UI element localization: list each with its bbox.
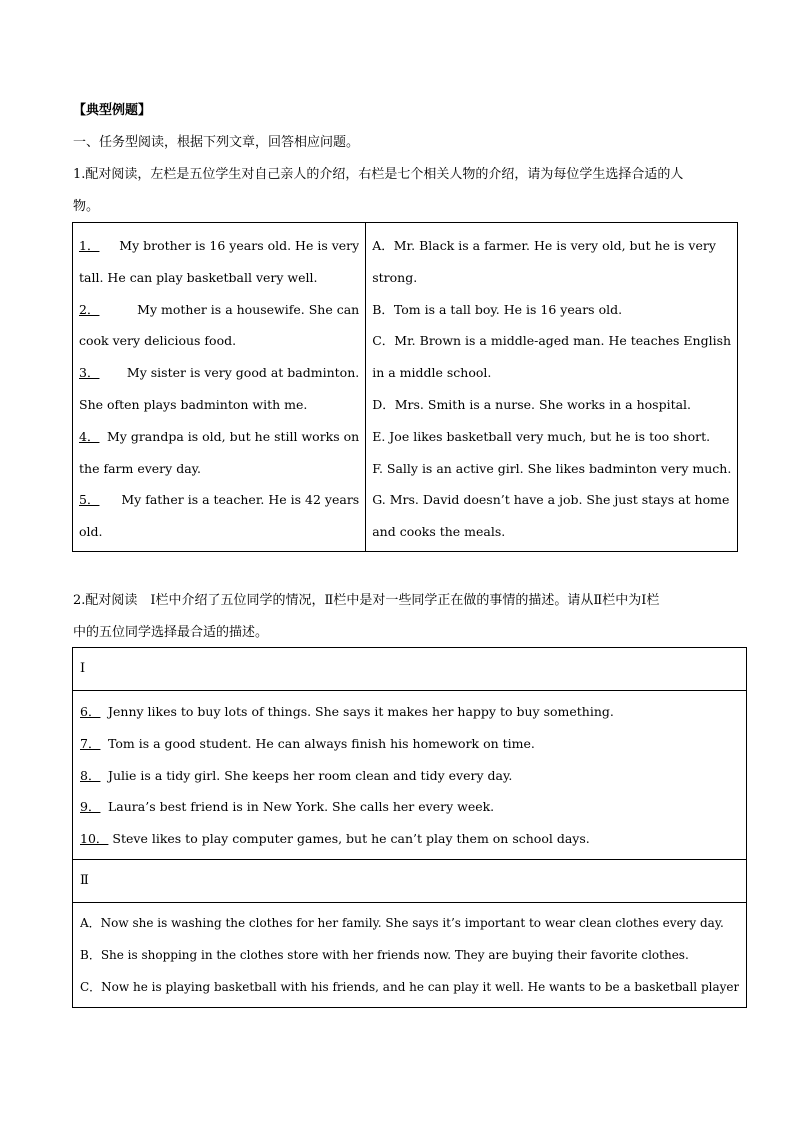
answer-blank-5[interactable]: 5． xyxy=(79,492,100,508)
q1-right-line: B．Tom is a tall boy. He is 16 years old. xyxy=(372,301,623,317)
q1-right-line: A．Mr. Black is a farmer. He is very old, but he is very xyxy=(372,238,716,253)
section-heading: 【典型例题】 xyxy=(73,103,152,118)
answer-blank-3[interactable]: 3． xyxy=(79,365,100,381)
q2-item: 10． Steve likes to play computer games, but he can’t play them on school days. xyxy=(80,823,739,855)
q1-right-line: and cooks the meals. xyxy=(372,524,506,540)
q1-left-item-line2: tall. He can play basketball very well. xyxy=(79,269,318,285)
q1-left-item-line2: the farm every day. xyxy=(79,460,202,476)
q1-matching-table xyxy=(72,222,738,552)
q2-item: 6． Jenny likes to buy lots of things. She says it makes her happy to buy something. xyxy=(80,696,739,728)
answer-blank-8[interactable]: 8． xyxy=(80,767,101,783)
q2-item: 9． Laura’s best friend is in New York. She calls her every week. xyxy=(80,791,739,823)
q1-left-item-line1: 4． My grandpa is old, but he still works on xyxy=(79,421,359,453)
q1-left-column xyxy=(73,223,366,552)
q2-option: C．Now he is playing basketball with his friends, and he can play it well. He wants to be a basketball player xyxy=(80,979,740,994)
q2-col2-header: Ⅱ xyxy=(73,859,747,902)
q1-right-line: C．Mr. Brown is a middle-aged man. He teaches English xyxy=(372,333,732,349)
q2-col2-items xyxy=(73,902,747,1007)
q1-left-item-line2: She often plays badminton with me. xyxy=(79,396,308,412)
q1-left-item xyxy=(79,484,359,548)
q2-intro-line2: 中的五位同学选择最合适的描述。 xyxy=(73,625,269,640)
q1-left-item xyxy=(79,421,359,485)
q1-right-line: strong. xyxy=(372,269,418,285)
answer-blank-4[interactable]: 4． xyxy=(79,428,100,444)
q1-left-item xyxy=(79,230,359,294)
answer-blank-9[interactable]: 9． xyxy=(80,799,101,815)
q2-option: A．Now she is washing the clothes for her family. She says it’s important to wear clean clothes every day. xyxy=(80,915,724,930)
q1-right-line: F. Sally is an active girl. She likes badminton very much. xyxy=(372,460,732,476)
section-title: 一、任务型阅读，根据下列文章，回答相应问题。 xyxy=(73,135,360,150)
q1-left-item-line1: 5． My father is a teacher. He is 42 years xyxy=(79,484,359,516)
q1-left-item xyxy=(79,294,359,358)
q1-intro-line1: 1.配对阅读，左栏是五位学生对自己亲人的介绍，右栏是七个相关人物的介绍，请为每位学生选择合适的人 xyxy=(73,167,684,182)
q1-left-item-line1: 2． My mother is a housewife. She can xyxy=(79,294,359,326)
q1-left-item-line2: cook very delicious food. xyxy=(79,333,237,349)
q2-item: 8． Julie is a tidy girl. She keeps her room clean and tidy every day. xyxy=(80,760,739,792)
q2-option: B．She is shopping in the clothes store with her friends now. They are buying their favorite clothes. xyxy=(80,947,689,962)
q2-col1-header: Ⅰ xyxy=(73,648,747,691)
q1-left-item-line2: old. xyxy=(79,524,103,540)
answer-blank-2[interactable]: 2． xyxy=(79,301,100,317)
q1-intro-line2: 物。 xyxy=(73,199,100,214)
q2-intro-line1: 2.配对阅读 Ⅰ栏中介绍了五位同学的情况，Ⅱ栏中是对一些同学正在做的事情的描述。请从Ⅱ栏中为Ⅰ栏 xyxy=(73,593,660,608)
q1-right-line: E. Joe likes basketball very much, but he is too short. xyxy=(372,428,711,444)
q2-col1-items xyxy=(73,691,747,860)
q1-left-item-line1: 3． My sister is very good at badminton. xyxy=(79,357,359,389)
q1-right-line: G. Mrs. David doesn’t have a job. She just stays at home xyxy=(372,492,730,508)
q1-left-item xyxy=(79,357,359,421)
answer-blank-1[interactable]: 1． xyxy=(79,238,100,253)
q1-left-item-line1: 1． My brother is 16 years old. He is very xyxy=(79,230,359,262)
q2-matching-table xyxy=(72,647,747,1008)
q1-right-line: D．Mrs. Smith is a nurse. She works in a hospital. xyxy=(372,396,692,412)
answer-blank-10[interactable]: 10． xyxy=(80,831,109,847)
answer-blank-6[interactable]: 6． xyxy=(80,704,101,719)
q2-item: 7． Tom is a good student. He can always finish his homework on time. xyxy=(80,728,739,760)
q1-right-column xyxy=(366,223,738,552)
answer-blank-7[interactable]: 7． xyxy=(80,735,101,751)
q1-right-line: in a middle school. xyxy=(372,365,492,381)
